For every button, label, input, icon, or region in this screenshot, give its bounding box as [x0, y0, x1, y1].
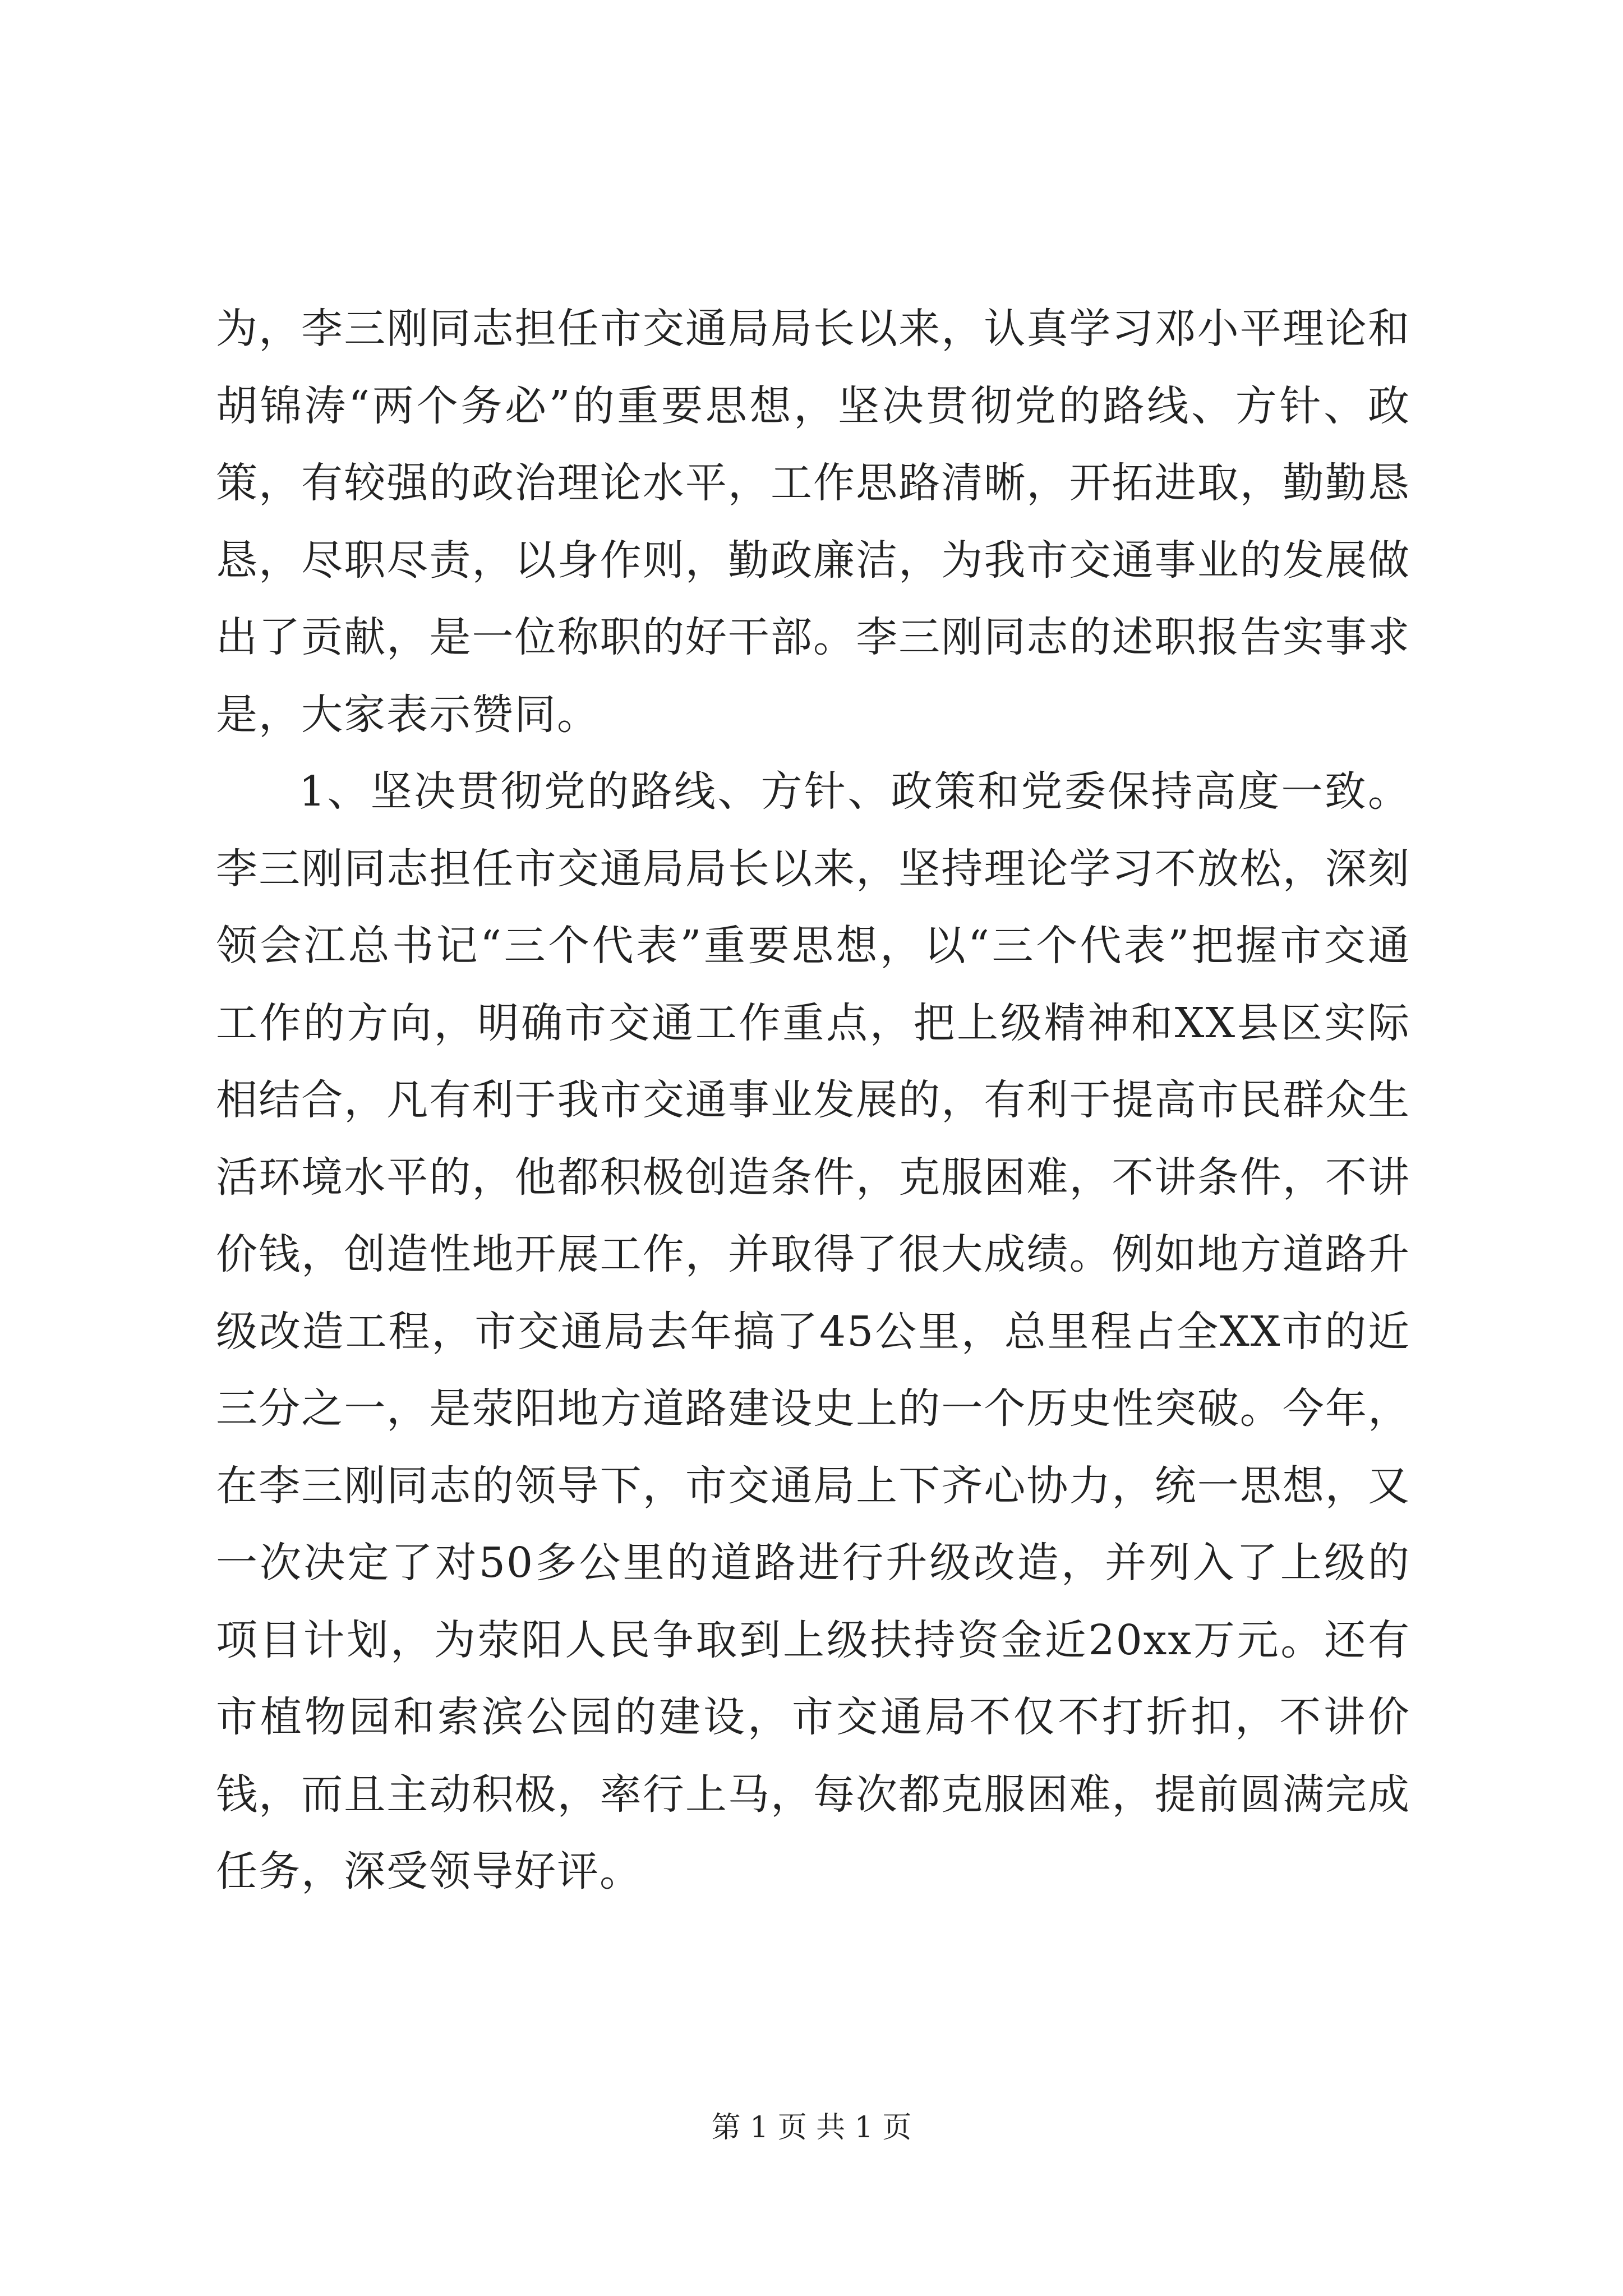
paragraph-point-1: 1、坚决贯彻党的路线、方针、政策和党委保持高度一致。李三刚同志担任市交通局局长以来，坚持理论学习不放松，深刻领会江总书记“三个代表”重要思想，以“三个代表”把握市交通工作的方向，明确市交通工作重点，把上级精神和XX县区实际相结合，凡有利于我市交通事业发展的，有利于提高市民群众生活环境水平的，他都积极创造条件，克服困难，不讲条件，不讲价钱，创造性地开展工作，并取得了很大成绩。例如地方道路升级改造工程，市交通局去年搞了45公里，总里程占全XX市的近三分之一，是荥阳地方道路建设史上的一个历史性突破。今年，在李三刚同志的领导下，市交通局上下齐心协力，统一思想，又一次决定了对50多公里的道路进行升级改造，并列入了上级的项目计划，为荥阳人民争取到上级扶持资金近20xx万元。还有市植物园和索滨公园的建设，市交通局不仅不打折扣，不讲价钱，而且主动积极，率行上马，每次都克服困难，提前圆满完成任务，深受领导好评。 — [216, 767, 1410, 1895]
document-body — [216, 291, 1410, 1911]
page-number-footer: 第 1 页 共 1 页 — [711, 2111, 912, 2145]
paragraph-intro: 为，李三刚同志担任市交通局局长以来，认真学习邓小平理论和胡锦涛“两个务必”的重要思想，坚决贯彻党的路线、方针、政策，有较强的政治理论水平，工作思路清晰，开拓进取，勤勤恳恳，尽职尽责，以身作则，勤政廉洁，为我市交通事业的发展做出了贡献，是一位称职的好干部。李三刚同志的述职报告实事求是，大家表示赞同。 — [216, 305, 1410, 739]
